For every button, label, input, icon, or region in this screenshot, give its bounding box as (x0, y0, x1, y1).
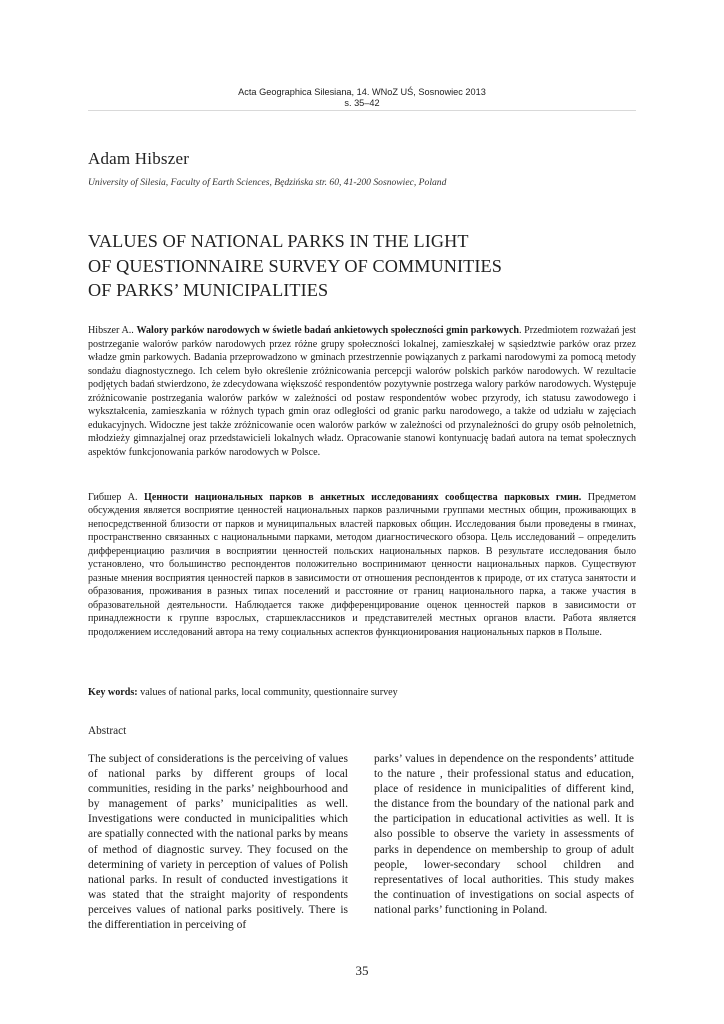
abstract-english-column-right: parks’ values in dependence on the respondents’ attitude to the nature , their professional status and education, place of residence in municipalities of different kind, the distance from the boundary of the national park and the participation in educational activities as well. It is also possible to observe the variety in assessments of parks in dependence on membership to group of adult people, lower-secondary school children and representatives of local authorities. This study makes the continuation of investigations on social aspects of national parks’ functioning in Poland. (374, 753, 634, 916)
journal-pages: s. 35–42 (344, 98, 380, 108)
keywords-text: values of national parks, local community, questionnaire survey (137, 687, 398, 698)
article-title (88, 229, 648, 303)
abstract-polish-title: Walory parków narodowych w świetle badań ankietowych społeczności gmin parkowych (136, 325, 520, 336)
author-name: Adam Hibszer (88, 149, 190, 168)
keywords-label: Key words: (88, 687, 138, 698)
abstract-polish-body: . Przedmiotem rozważań jest postrzeganie walorów parków narodowych przez różne grupy społeczności lokalnej, zamieszkałej w sąsiedztwie parków oraz przez władze gmin parkowych. Badania przeprowadzono w gminach przestrzennie powiązanych z parkami narodowymi za pomocą metody sondażu diagnostycznego. Ich celem było określenie zróżnicowania percepcji walorów polskich parków narodowych. W rezultacie podjętych badań stwierdzono, że zdecydowana większość respondentów pozytywnie postrzega walory parków narodowych. Występuje zróżnicowanie postrzegania walorów parków w zależności od postaw respondentów wobec przyrody, ich statusu zawodowego i wykształcenia, zamieszkania w różnych typach gmin oraz odległości od granic parku narodowego, a także od udziału w zajęciach edukacyjnych. Widoczne jest także zróżnicowanie ocen walorów parków w zależności od przynależności do grupy osób pełnoletnich, młodzieży gimnazjalnej oraz przedstawicieli lokalnych władz. Opracowanie stanowi kontynuację badań autora na temat społecznych aspektów funkcjonowania parków narodowych w Polsce. (88, 325, 636, 458)
abstract-russian-title: Ценности национальных парков в анкетных исследованиях сообщества парковых гмин. (144, 492, 582, 503)
author-affiliation: University of Silesia, Faculty of Earth Sciences, Będzińska str. 60, 41-200 Sosnowiec, Poland (88, 177, 447, 188)
title-line: VALUES OF NATIONAL PARKS IN THE LIGHT (88, 231, 469, 251)
title-line: OF QUESTIONNAIRE SURVEY OF COMMUNITIES (88, 255, 502, 276)
abstract-english-column-left: The subject of considerations is the perceiving of values of national parks by different groups of local communities, residing in the parks’ neighbourhood and by management of parks’ municipalities as well. Investigations were conducted in municipalities which are spatially connected with the national parks by means of method of diagnostic survey. They focused on the determining of variety in perception of values of Polish national parks. In result of conducted investigations it was stated that the straight majority of respondents perceives values of national parks positively. There is the differentiation in perceiving of (88, 753, 348, 932)
abstract-russian-author-ref: Гибшер А. (88, 492, 144, 503)
abstract-polish (88, 324, 636, 459)
abstract-russian-body: Предметом обсуждения является восприятие ценностей национальных парков различными группами местных общин, проживающих в непосредственной близости от парков и муниципальных властей парковых общин. Исследования были проведены в гминах, пространственно связанных с национальными парками, методом диагностического обзора. Цель исследований – определить дифференциацию различия в восприятии ценностей польских национальных парков. В результате исследования было установлено, что большинство респондентов положительно воспринимают ценности национальных парков. Существуют разные мнения восприятия ценностей парков в зависимости от отношения респондентов к природе, от их статуса занятости и образования, проживания в разных типах поселений и расстояние от границ национального парка, а также участия в образовательной деятельности. Наблюдается также дифференцирование оценок ценностей парков в зависимости от принадлежности к группе взрослых, старшеклассников и представителей местных органов власти. Работа является продолжением исследований автора на тему социальных аспектов функционирования национальных парков в Польше. (88, 492, 636, 638)
title-line: OF PARKS’ MUNICIPALITIES (88, 280, 329, 300)
abstract-polish-author-ref: Hibszer A.. (88, 325, 137, 336)
abstract-russian (88, 491, 636, 639)
page-number: 35 (355, 963, 369, 978)
journal-citation: Acta Geographica Silesiana, 14. WNoZ UŚ, Sosnowiec 2013 (238, 87, 486, 97)
journal-header (88, 87, 636, 109)
header-rule (88, 110, 636, 111)
abstract-heading: Abstract (88, 725, 127, 737)
keywords (88, 687, 636, 698)
